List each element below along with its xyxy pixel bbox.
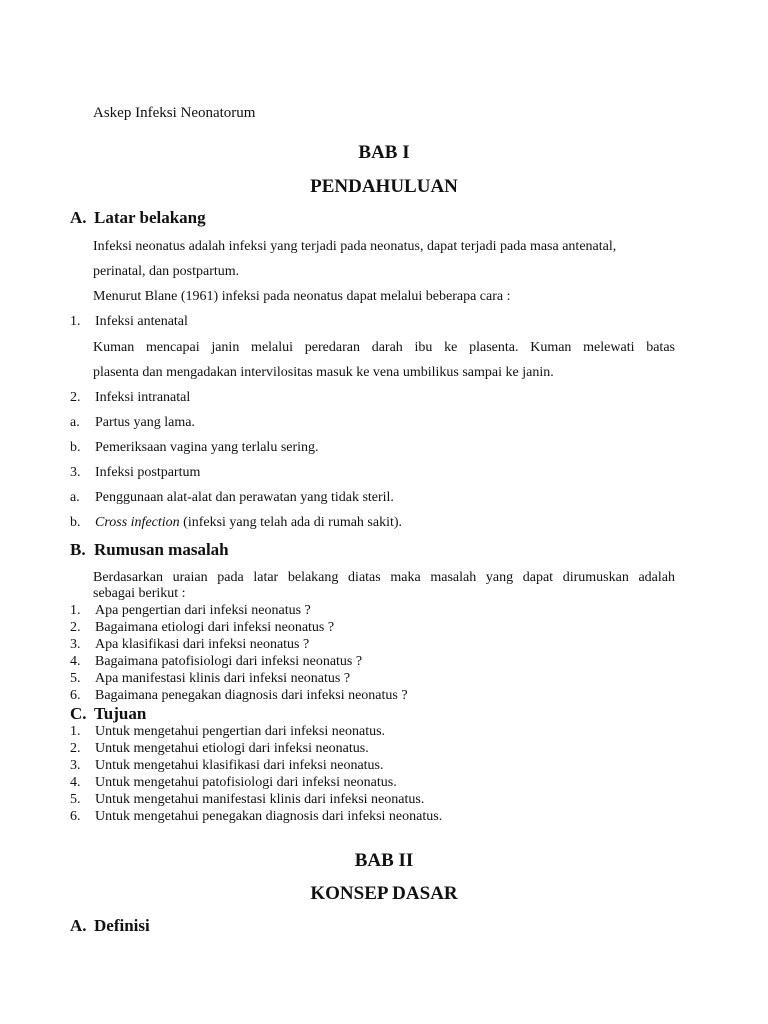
list-item: Bagaimana patofisiologi dari infeksi neonatus ?	[95, 654, 363, 669]
chapter-label: BAB II	[354, 850, 414, 871]
list-marker: 2.	[70, 390, 81, 405]
list-marker: 3.	[70, 637, 81, 652]
section-heading-latar-belakang	[70, 208, 206, 228]
paragraph-line: Kuman mencapai janin melalui peredaran darah ibu ke plasenta. Kuman melewati batas	[93, 340, 675, 355]
paragraph-line: Berdasarkan uraian pada latar belakang diatas maka masalah yang dapat dirumuskan adalah	[93, 570, 675, 585]
list-item: Untuk mengetahui pengertian dari infeksi neonatus.	[95, 724, 386, 739]
italic-term: Cross infection	[95, 515, 180, 530]
paragraph-line: sebagai berikut :	[93, 586, 186, 601]
list-item: Infeksi postpartum	[95, 465, 201, 480]
list-marker: a.	[70, 490, 80, 505]
list-item: Apa pengertian dari infeksi neonatus ?	[95, 603, 311, 618]
list-marker: 6.	[70, 688, 81, 703]
list-item: Bagaimana penegakan diagnosis dari infeksi neonatus ?	[95, 688, 408, 703]
list-item-text: (infeksi yang telah ada di rumah sakit).	[179, 515, 403, 530]
list-item: Untuk mengetahui penegakan diagnosis dari infeksi neonatus.	[95, 809, 443, 824]
section-heading-text: Definisi	[94, 916, 150, 935]
paragraph-line: plasenta dan mengadakan intervilositas masuk ke vena umbilikus sampai ke janin.	[93, 365, 554, 380]
section-heading-rumusan-masalah	[70, 540, 229, 560]
chapter-title: KONSEP DASAR	[310, 883, 458, 904]
list-marker: 2.	[70, 620, 81, 635]
chapter-label: BAB I	[358, 142, 410, 163]
list-marker: 2.	[70, 741, 81, 756]
section-heading-definisi	[70, 916, 150, 936]
section-letter: A.	[70, 208, 87, 227]
list-marker: 3.	[70, 758, 81, 773]
list-marker: 6.	[70, 809, 81, 824]
section-heading-tujuan	[70, 704, 146, 724]
list-marker: 5.	[70, 792, 81, 807]
list-marker: 1.	[70, 314, 81, 329]
list-item: Pemeriksaan vagina yang terlalu sering.	[95, 440, 319, 455]
section-heading-text: Rumusan masalah	[94, 540, 229, 559]
list-item: Untuk mengetahui etiologi dari infeksi neonatus.	[95, 741, 369, 756]
list-item: Untuk mengetahui manifestasi klinis dari infeksi neonatus.	[95, 792, 425, 807]
list-marker: a.	[70, 415, 80, 430]
list-marker: 1.	[70, 603, 81, 618]
list-item: Penggunaan alat-alat dan perawatan yang tidak steril.	[95, 490, 394, 505]
list-item: Untuk mengetahui patofisiologi dari infeksi neonatus.	[95, 775, 397, 790]
paragraph-line: perinatal, dan postpartum.	[93, 264, 240, 279]
list-marker: 1.	[70, 724, 81, 739]
list-marker: b.	[70, 515, 81, 530]
document-title: Askep Infeksi Neonatorum	[93, 105, 256, 121]
section-letter: C.	[70, 704, 87, 723]
list-item: Apa klasifikasi dari infeksi neonatus ?	[95, 637, 310, 652]
chapter-title: PENDAHULUAN	[310, 176, 458, 197]
list-marker: b.	[70, 440, 81, 455]
list-item: Apa manifestasi klinis dari infeksi neonatus ?	[95, 671, 351, 686]
list-item: Partus yang lama.	[95, 415, 195, 430]
paragraph-line: Infeksi neonatus adalah infeksi yang terjadi pada neonatus, dapat terjadi pada masa antenatal,	[93, 239, 617, 254]
list-item: Infeksi antenatal	[95, 314, 188, 329]
list-item: Untuk mengetahui klasifikasi dari infeksi neonatus.	[95, 758, 384, 773]
list-marker: 5.	[70, 671, 81, 686]
list-marker: 4.	[70, 654, 81, 669]
list-item: Bagaimana etiologi dari infeksi neonatus ?	[95, 620, 335, 635]
section-letter: A.	[70, 916, 87, 935]
list-item	[95, 514, 402, 531]
list-marker: 4.	[70, 775, 81, 790]
section-letter: B.	[70, 540, 86, 559]
section-heading-text: Tujuan	[94, 704, 147, 723]
section-heading-text: Latar belakang	[94, 208, 206, 227]
paragraph-line: Menurut Blane (1961) infeksi pada neonatus dapat melalui beberapa cara :	[93, 289, 511, 304]
list-item: Infeksi intranatal	[95, 390, 191, 405]
list-marker: 3.	[70, 465, 81, 480]
